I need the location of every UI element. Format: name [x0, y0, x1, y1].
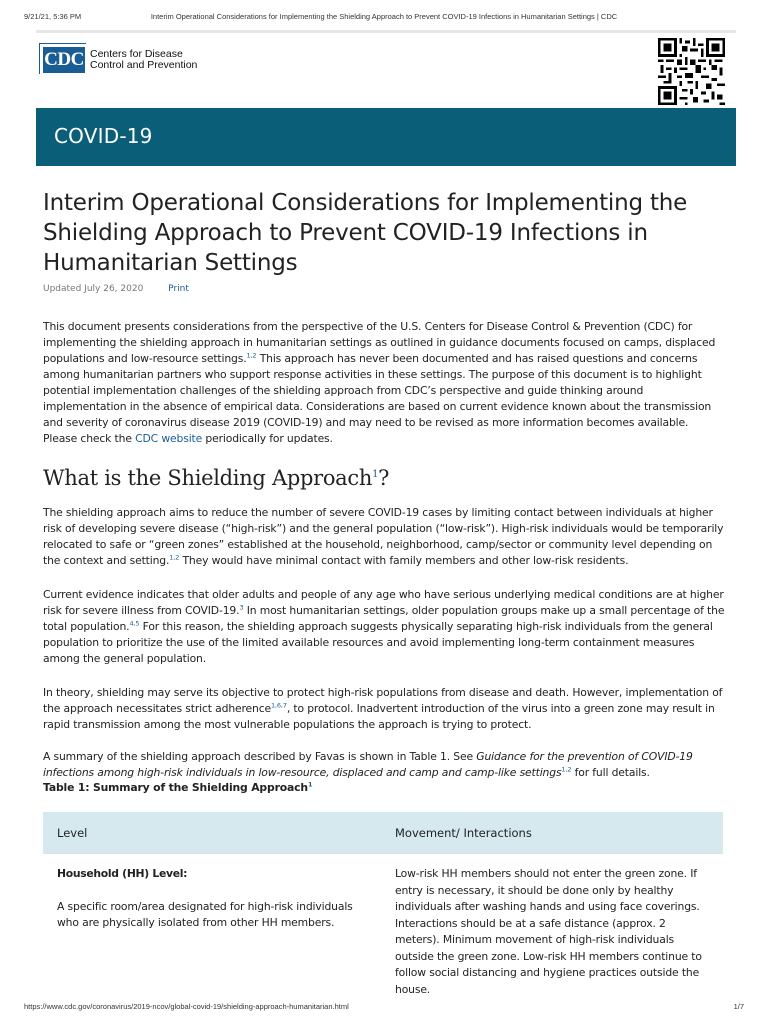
p1-text-a: The shielding approach aims to reduce the number of severe COVID-19 cases by limiting contact between individuals at higher risk of developing severe disease (“high-risk”) and the general population (“low-risk”). High-risk individuals would be temporarily relocated to safe or “green zones” established at the household, neighborhood, camp/sector or community level depending on the context and setting.	[43, 506, 724, 567]
p2-text-c: For this reason, the shielding approach suggests physically separating high-risk individuals from the general population to prioritize the use of the limited available resources and avoid implementing long-term containment measures among the general population.	[43, 620, 713, 665]
level-description: A specific room/area designated for high-risk individuals who are physically isolated from other HH members.	[57, 900, 353, 929]
section-heading-ref[interactable]: 1	[372, 469, 379, 480]
intro-text-3: periodically for updates.	[202, 432, 333, 445]
print-title: Interim Operational Considerations for Implementing the Shielding Approach to Prevent COVID-19 Infections in Humanitarian Settings | CDC	[150, 12, 618, 21]
banner-label: COVID-19	[54, 124, 153, 148]
p4-text-b: for full details.	[571, 766, 650, 779]
shielding-paragraph-4	[43, 749, 725, 781]
table-header-movement: Movement/ Interactions	[395, 826, 532, 840]
qr-code-icon	[658, 38, 725, 105]
intro-text-1: This document presents considerations from the perspective of the U.S. Centers for Disease Control & Prevention (CDC) for implementing the shielding approach in humanitarian settings as outlined in guidance documents focused on camps, displaced populations and low-resource settings.	[43, 320, 716, 365]
page-meta	[43, 284, 189, 294]
p4-ref[interactable]: 1,2	[561, 765, 572, 774]
covid-banner[interactable]	[36, 108, 736, 166]
shielding-table	[43, 812, 723, 998]
table-cell-movement: Low-risk HH members should not enter the green zone. If entry is necessary, it should be done only by healthy individuals after washing hands and using face coverings. Interactions should be at a safe distance (approx. 2 meters). Minimum movement of high-risk individuals outside the green zone. Low-risk HH members continue to follow social distancing and hygiene practices outside the house.	[381, 853, 723, 998]
table-caption	[43, 781, 312, 794]
page-url: https://www.cdc.gov/coronavirus/2019-ncov/global-covid-19/shielding-approach-humanitarian.html	[24, 1002, 349, 1011]
page-title: Interim Operational Considerations for Implementing the Shielding Approach to Prevent COVID-19 Infections in Humanitarian Settings	[43, 190, 688, 276]
p3-text-b: , to protocol. Inadvertent introduction of the virus into a green zone may result in rapid transmission among the most vulnerable populations the approach is trying to protect.	[43, 702, 715, 731]
shielding-paragraph-2	[43, 587, 725, 667]
print-link[interactable]: Print	[168, 284, 189, 294]
cdc-logo[interactable]	[43, 47, 197, 73]
page-number: 1/7	[733, 1002, 744, 1011]
cdc-logo-mark: CDC	[43, 47, 85, 73]
level-label: Household (HH) Level:	[57, 867, 188, 880]
cdc-website-link[interactable]: CDC website	[135, 432, 203, 445]
table-row	[43, 853, 723, 998]
cdc-logo-text	[90, 49, 197, 71]
p4-text-a: A summary of the shielding approach described by Favas is shown in Table 1. See	[43, 750, 477, 763]
logo-line-2: Control and Prevention	[90, 59, 198, 71]
table-caption-ref[interactable]: 1	[307, 780, 313, 789]
guidance-title: Guidance for the prevention of COVID-19 infections among high-risk individuals in low-resource, displaced and camp and camp-like settings	[43, 750, 693, 779]
section-heading-end: ?	[378, 466, 390, 490]
table-header-row	[43, 812, 723, 853]
p2-text-a: Current evidence indicates that older adults and people of any age who have serious underlying medical conditions are at higher risk for severe illness from COVID-19.	[43, 588, 724, 617]
p1-text-b: They would have minimal contact with family members and other low-risk residents.	[179, 554, 629, 567]
top-divider	[36, 30, 736, 33]
p1-ref[interactable]: 1,2	[169, 553, 180, 562]
p2-ref-1[interactable]: 3	[239, 603, 244, 612]
shielding-paragraph-3	[43, 685, 725, 733]
updated-date: Updated July 26, 2020	[43, 284, 144, 294]
table-cell-level	[43, 853, 381, 998]
logo-line-1: Centers for Disease	[90, 48, 183, 60]
table-header-level: Level	[57, 826, 88, 840]
p3-ref[interactable]: 1,6,7	[271, 701, 287, 710]
intro-text-2: This approach has never been documented and has raised questions and concerns among humanitarian partners who support response activities in these settings. The purpose of this document is to highlight potential implementation challenges of the shielding approach from CDC’s perspective and guide thinking around implementation in the absence of empirical data. Considerations are based on current evidence known about the transmission and severity of coronavirus disease 2019 (COVID-19) and may need to be revised as more information becomes available. Please check the	[43, 352, 712, 445]
intro-ref[interactable]: 1,2	[246, 351, 257, 360]
print-header	[0, 10, 768, 24]
section-heading-text: What is the Shielding Approach	[43, 466, 373, 490]
p2-text-b: In most humanitarian settings, older population groups make up a small percentage of the total population.	[43, 604, 725, 633]
section-heading	[43, 466, 389, 490]
table-caption-text: Table 1: Summary of the Shielding Approach	[43, 781, 308, 794]
p3-text-a: In theory, shielding may serve its objective to protect high-risk populations from disease and death. However, implementation of the approach necessitates strict adherence	[43, 686, 723, 715]
shielding-paragraph-1	[43, 505, 725, 569]
print-datetime: 9/21/21, 5:36 PM	[24, 12, 82, 21]
p2-ref-2[interactable]: 4,5	[129, 619, 140, 628]
intro-paragraph	[43, 319, 725, 447]
